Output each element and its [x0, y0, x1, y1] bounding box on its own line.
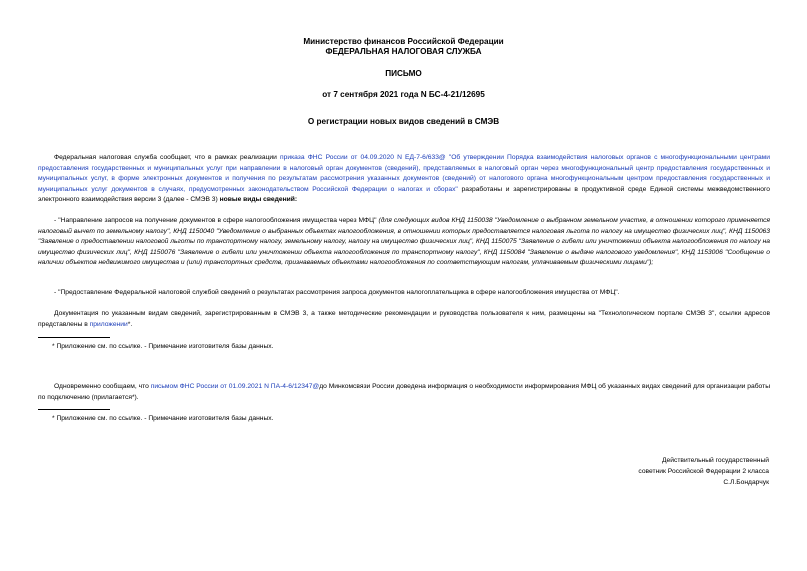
- list-item-1: [38, 216, 770, 269]
- signatory-name: С.Л.Бондарчук: [723, 479, 769, 486]
- footnote-divider-1: [38, 337, 110, 338]
- item1-lead: - "Направление запросов на получение документов в сфере налогообложения имущества через МФЦ": [54, 217, 379, 224]
- intro-bold-tail: новые виды сведений:: [219, 196, 298, 204]
- signatory-title-2: советник Российской Федерации 2 класса: [638, 468, 769, 475]
- list-item-2: - "Предоставление Федеральной налоговой службой сведений о результатах рассмотрения запроса документов налогоплательщика в сфере налогообложения имущества от МФЦ".: [54, 289, 620, 296]
- footnote-divider-2: [38, 409, 110, 410]
- intro-text-start: Федеральная налоговая служба сообщает, что в рамках реализации: [54, 154, 281, 161]
- document-subject: О регистрации новых видов сведений в СМЭВ: [307, 117, 500, 126]
- intro-text-end: разработаны и зарегистрированы в продуктивной среде Единой системы межведомственного электронного взаимодействия версии 3 (далее - СМЭВ 3): [38, 185, 770, 204]
- also-text-end: до Минкомсвязи России доведена информация о необходимости информирования МФЦ об указанных видах сведений для организации работы по подключению (прилагается*).: [38, 383, 771, 401]
- docs-text: Документация по указанным видам сведений, зарегистрированным в СМЭВ 3, а также методические рекомендации и руководства пользователя к ним, размещены на "Технологическом портале СМЭВ 3", ссылки адресов представлены в: [38, 310, 770, 328]
- footnote-2: * Приложение см. по ссылке. - Примечание изготовителя базы данных.: [52, 415, 274, 422]
- item1-details: (для следующих видов КНД 1150038 "Уведомление о выбранном земельном участке, в отношении которого применяется налоговый вычет по земельному налогу", КНД 1150040 "Уведомление о выбранных объектах налогообложения, в отношении которых предоставляется налоговая льгота по налогу на имущество физических лиц", КНД 1150063 "Заявление о предоставлении налоговой льготы по транспортному налогу, земельному налогу, налогу на имущество физических лиц", КНД 1150075 "Заявление о гибели или уничтожении объекта налогообложения по налогу на имущество физических лиц", КНД 1150076 "Заявление о гибели или уничтожении объекта налогообложения по транспортному налогу", КНД 1150084 "Заявление о выдаче налогового уведомления", КНД 1153006 "Сообщение о наличии объектов недвижимого имущества и (или) транспортных средств, признаваемых объектами налогообложения по соответствующим налогам, уплачиваемым физическими лицами");: [38, 217, 771, 267]
- notification-paragraph: [38, 382, 770, 403]
- ministry-name: Министерство финансов Российской Федерации: [303, 37, 504, 46]
- intro-paragraph: [38, 153, 770, 206]
- document-type: ПИСЬМО: [385, 69, 422, 78]
- order-link[interactable]: приказа ФНС России от 04.09.2020 N ЕД-7-6/633@ "Об утверждении Порядка взаимодействия налоговых органов с многофункциональными центрами предоставления государственных и муниципальных услуг при направлении в налоговый орган документов (сведений), представляемых в налоговый орган через многофункциональный центр предоставления государственных и муниципальных услуг, в форме электронных документов и получения по результатам рассмотрения указанных документов (сведений) от налогового органа многофункциональным центром предоставления государственных и муниципальных услуг документов в случаях, предусмотренных законодательством Российской Федерации о налогах и сборах": [38, 154, 770, 193]
- docs-end: *.: [127, 320, 133, 328]
- document-date-number: от 7 сентября 2021 года N БС-4-21/12695: [322, 90, 485, 99]
- footnote-1: * Приложение см. по ссылке. - Примечание изготовителя базы данных.: [52, 343, 274, 350]
- letter-link[interactable]: письмом ФНС России от 01.09.2021 N ПА-4-6/12347@: [150, 383, 320, 390]
- documentation-paragraph: [38, 309, 770, 330]
- appendix-link[interactable]: приложении: [89, 320, 128, 328]
- signatory-title-1: Действительный государственный: [662, 457, 769, 464]
- also-text-start: Одновременно сообщаем, что: [54, 383, 151, 390]
- service-name: ФЕДЕРАЛЬНАЯ НАЛОГОВАЯ СЛУЖБА: [325, 47, 482, 56]
